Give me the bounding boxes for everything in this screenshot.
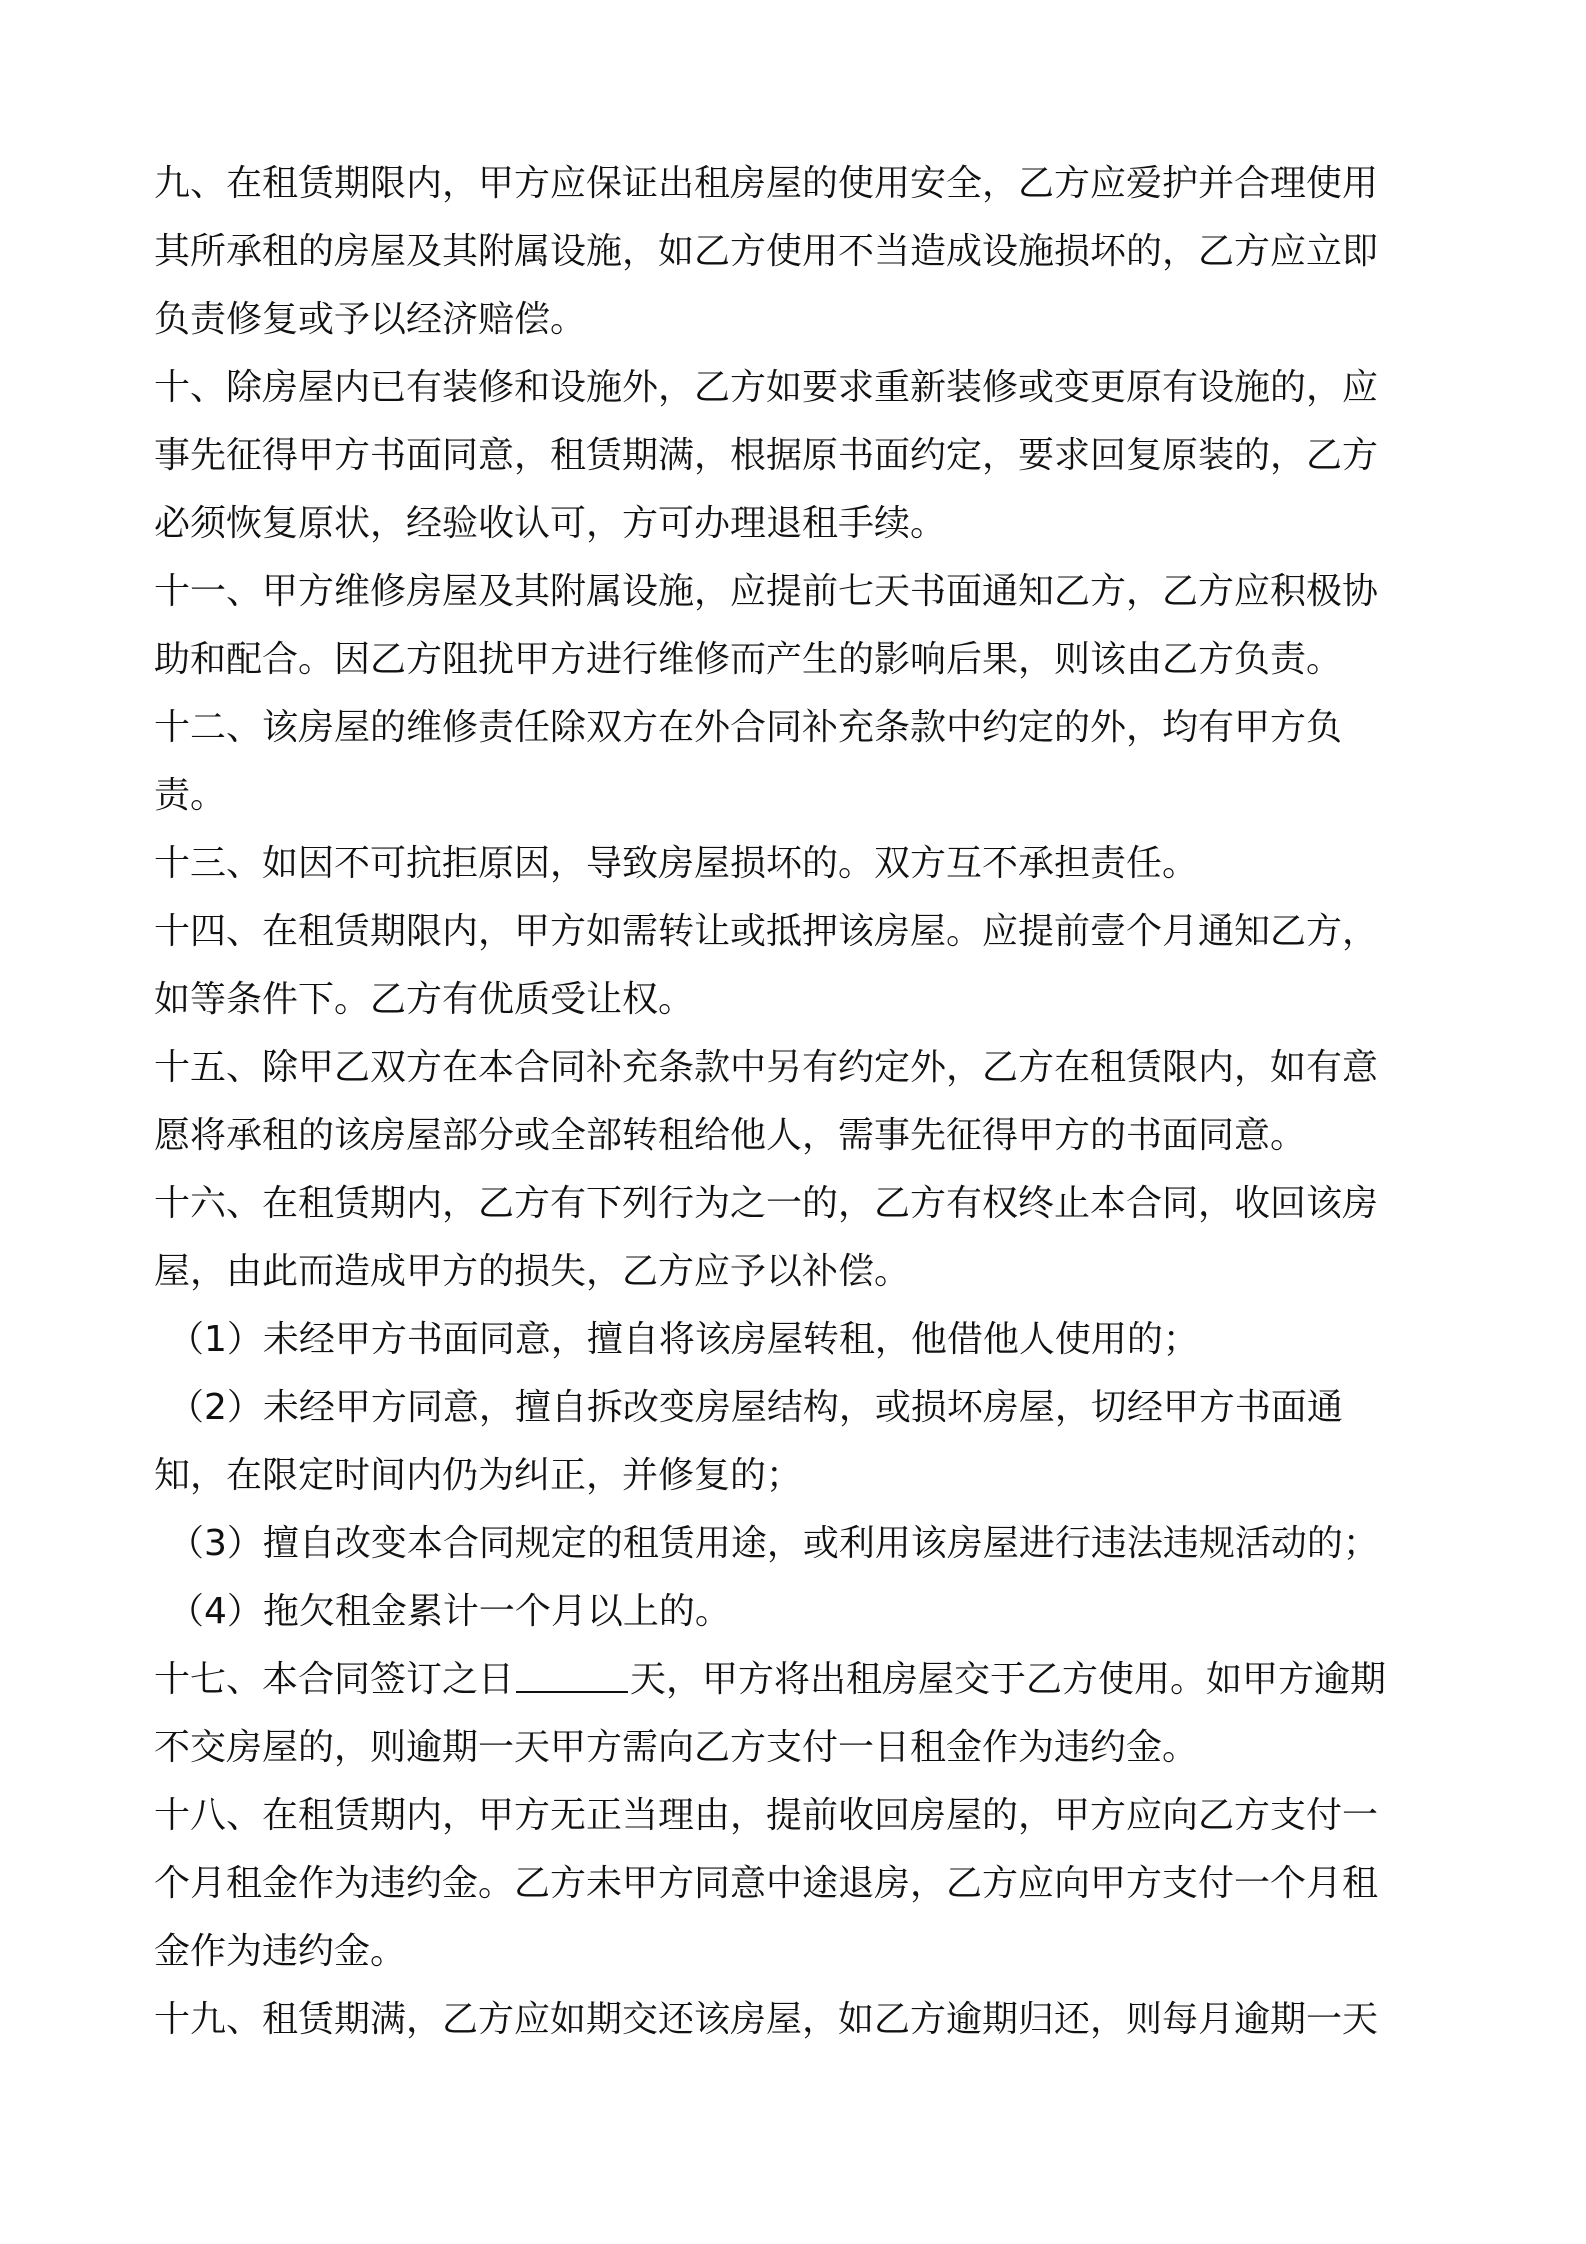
sub-item-line: （1）未经甲方书面同意，擅自将该房屋转租，他借他人使用的； [168,1319,1199,1360]
clause-11 [154,558,1444,694]
clause-line: 金作为违约金。 [154,1931,407,1972]
clause-18 [154,1782,1444,1986]
sub-item-1 [154,1306,1444,1374]
clause-10 [154,354,1444,558]
clause-line: 九、在租赁期限内，甲方应保证出租房屋的使用安全，乙方应爱护并合理使用 [154,163,1379,204]
clause-12 [154,694,1444,830]
sub-item-line: （2）未经甲方同意，擅自拆改变房屋结构，或损坏房屋，切经甲方书面通 [168,1387,1343,1428]
fill-in-blank[interactable] [516,1655,628,1693]
clause-line: 十四、在租赁期限内，甲方如需转让或抵押该房屋。应提前壹个月通知乙方， [154,911,1379,952]
clause-line: 个月租金作为违约金。乙方未甲方同意中途退房，乙方应向甲方支付一个月租 [154,1863,1379,1904]
clause-line: 负责修复或予以经济赔偿。 [154,299,587,340]
sub-item-line: （4）拖欠租金累计一个月以上的。 [168,1591,731,1632]
clause-17-before-blank: 十七、本合同签订之日 [154,1659,515,1700]
clause-line: 屋，由此而造成甲方的损失，乙方应予以补偿。 [154,1251,911,1292]
clause-line: 十三、如因不可抗拒原因，导致房屋损坏的。双方互不承担责任。 [154,843,1199,884]
sub-item-line: 知，在限定时间内仍为纠正，并修复的； [154,1455,803,1496]
clause-line: 十六、在租赁期内，乙方有下列行为之一的，乙方有权终止本合同，收回该房 [154,1183,1379,1224]
clause-17-after-blank: 天，甲方将出租房屋交于乙方使用。如甲方逾期 [630,1659,1387,1700]
contract-page [154,150,1444,2054]
clause-line: 十八、在租赁期内，甲方无正当理由，提前收回房屋的，甲方应向乙方支付一 [154,1795,1379,1836]
clause-line: 十二、该房屋的维修责任除双方在外合同补充条款中约定的外，均有甲方负 [154,707,1343,748]
clause-17 [154,1646,1444,1782]
clause-line: 事先征得甲方书面同意，租赁期满，根据原书面约定，要求回复原装的，乙方 [154,435,1379,476]
clause-19 [154,1986,1444,2054]
clause-line: 如等条件下。乙方有优质受让权。 [154,979,695,1020]
sub-item-line: （3）擅自改变本合同规定的租赁用途，或利用该房屋进行违法违规活动的； [168,1523,1379,1564]
clause-line: 愿将承租的该房屋部分或全部转租给他人，需事先征得甲方的书面同意。 [154,1115,1307,1156]
clause-16 [154,1170,1444,1306]
clause-line: 责。 [154,775,227,816]
clause-line: 其所承租的房屋及其附属设施，如乙方使用不当造成设施损坏的，乙方应立即 [154,231,1379,272]
clause-line: 十五、除甲乙双方在本合同补充条款中另有约定外，乙方在租赁限内，如有意 [154,1047,1379,1088]
clause-line: 十一、甲方维修房屋及其附属设施，应提前七天书面通知乙方，乙方应积极协 [154,571,1379,612]
clause-13 [154,830,1444,898]
clause-line: 不交房屋的，则逾期一天甲方需向乙方支付一日租金作为违约金。 [154,1727,1199,1768]
clause-line [154,1646,1444,1714]
sub-item-2 [154,1374,1444,1510]
clause-line: 必须恢复原状，经验收认可，方可办理退租手续。 [154,503,947,544]
clause-14 [154,898,1444,1034]
sub-item-3 [154,1510,1444,1578]
clause-9 [154,150,1444,354]
clause-15 [154,1034,1444,1170]
clause-line: 助和配合。因乙方阻扰甲方进行维修而产生的影响后果，则该由乙方负责。 [154,639,1343,680]
clause-line: 十九、租赁期满，乙方应如期交还该房屋，如乙方逾期归还，则每月逾期一天 [154,1999,1379,2040]
clause-line: 十、除房屋内已有装修和设施外，乙方如要求重新装修或变更原有设施的，应 [154,367,1379,408]
sub-item-4 [154,1578,1444,1646]
